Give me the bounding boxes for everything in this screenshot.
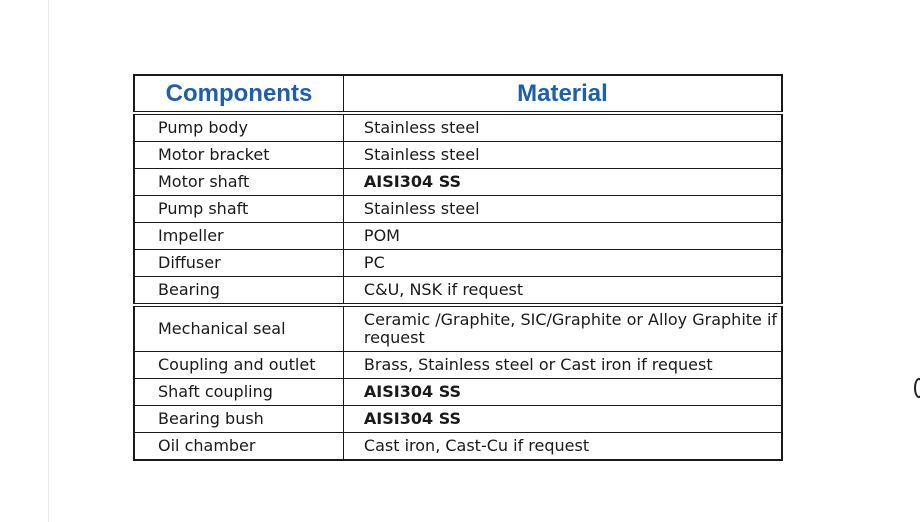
table-row: [134, 196, 782, 223]
component-cell: Mechanical seal: [134, 305, 343, 352]
material-cell: AISI304 SS: [343, 169, 782, 196]
material-cell: AISI304 SS: [343, 379, 782, 406]
component-cell: Shaft coupling: [134, 379, 343, 406]
table-row: [134, 277, 782, 306]
component-cell: Impeller: [134, 223, 343, 250]
component-cell: Coupling and outlet: [134, 352, 343, 379]
table-row: [134, 305, 782, 352]
material-cell: Ceramic /Graphite, SIC/Graphite or Alloy Graphite if request: [343, 305, 782, 352]
material-cell: Brass, Stainless steel or Cast iron if request: [343, 352, 782, 379]
edge-glyph-fragment: [914, 378, 920, 398]
component-cell: Pump body: [134, 113, 343, 142]
header-components: Components: [134, 75, 343, 113]
component-cell: Motor bracket: [134, 142, 343, 169]
component-cell: Bearing bush: [134, 406, 343, 433]
components-material-table: [133, 74, 783, 461]
component-cell: Oil chamber: [158, 436, 256, 455]
header-material: Material: [343, 75, 782, 113]
material-cell: POM: [343, 223, 782, 250]
table-row: [134, 113, 782, 142]
table-row: [134, 352, 782, 379]
table-row: [134, 379, 782, 406]
material-cell: Stainless steel: [343, 142, 782, 169]
table-row: [134, 223, 782, 250]
component-cell: Motor shaft: [134, 169, 343, 196]
material-cell: Stainless steel: [343, 113, 782, 142]
table-row: [134, 406, 782, 433]
component-cell: Pump shaft: [134, 196, 343, 223]
material-cell: C&U, NSK if request: [343, 277, 782, 306]
material-cell: PC: [343, 250, 782, 277]
table-row: [134, 433, 782, 461]
table-row: [134, 142, 782, 169]
page-divider: [48, 0, 49, 522]
material-cell: Cast iron, Cast-Cu if request: [343, 433, 782, 461]
table-header-row: [134, 75, 782, 113]
component-cell: Bearing: [134, 277, 343, 306]
table-row: [134, 169, 782, 196]
material-cell: Stainless steel: [343, 196, 782, 223]
material-cell: AISI304 SS: [343, 406, 782, 433]
table-row: [134, 250, 782, 277]
component-cell: Diffuser: [134, 250, 343, 277]
